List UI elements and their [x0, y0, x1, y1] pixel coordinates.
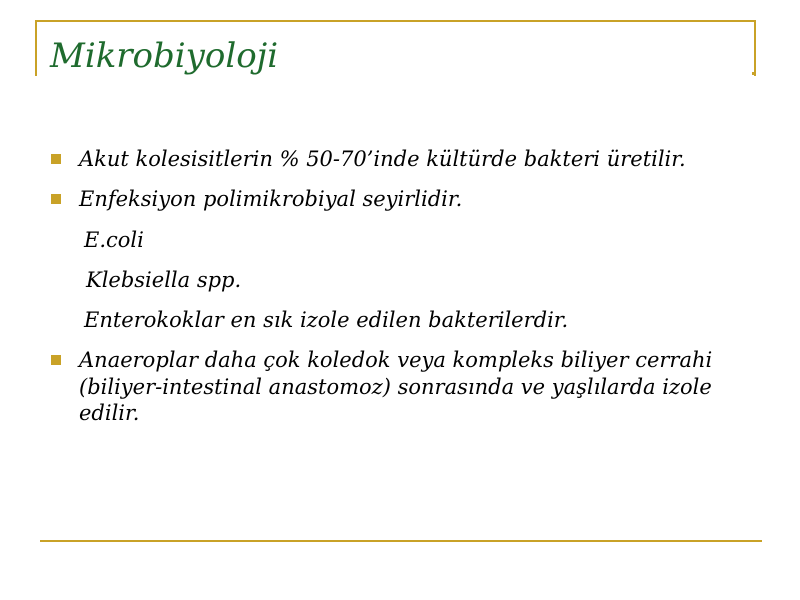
- square-bullet-icon: [51, 194, 61, 204]
- frame-right-line: [754, 20, 756, 76]
- bullet-item: [50, 186, 750, 212]
- plain-item: [50, 307, 750, 333]
- slide-content: [50, 146, 750, 440]
- bullet-text: Akut kolesisitlerin % 50-70’inde kültürde bakteri üretilir.: [79, 147, 686, 171]
- plain-text: Enterokoklar en sık izole edilen bakterilerdir.: [84, 308, 569, 332]
- bullet-text: Enfeksiyon polimikrobiyal seyirlidir.: [79, 187, 463, 212]
- plain-text: Klebsiella spp.: [86, 267, 242, 292]
- square-bullet-icon: [51, 355, 61, 365]
- frame-bottom-line: [40, 540, 762, 542]
- plain-item: [50, 227, 750, 253]
- plain-text: E.coli: [84, 227, 144, 252]
- plain-item: [50, 267, 750, 293]
- bullet-item: [50, 347, 750, 426]
- frame-top-line: [35, 20, 756, 22]
- bullet-text: Anaeroplar daha çok koledok veya kompleks biliyer cerrahi (biliyer-intestinal anastomoz) sonrasında ve yaşlılarda izole edilir.: [79, 348, 713, 425]
- square-bullet-icon: [51, 154, 61, 164]
- frame-corner-dot: [752, 72, 755, 75]
- bullet-item: [50, 146, 750, 172]
- frame-left-line: [35, 20, 37, 76]
- slide-title: Mikrobiyoloji: [50, 36, 279, 76]
